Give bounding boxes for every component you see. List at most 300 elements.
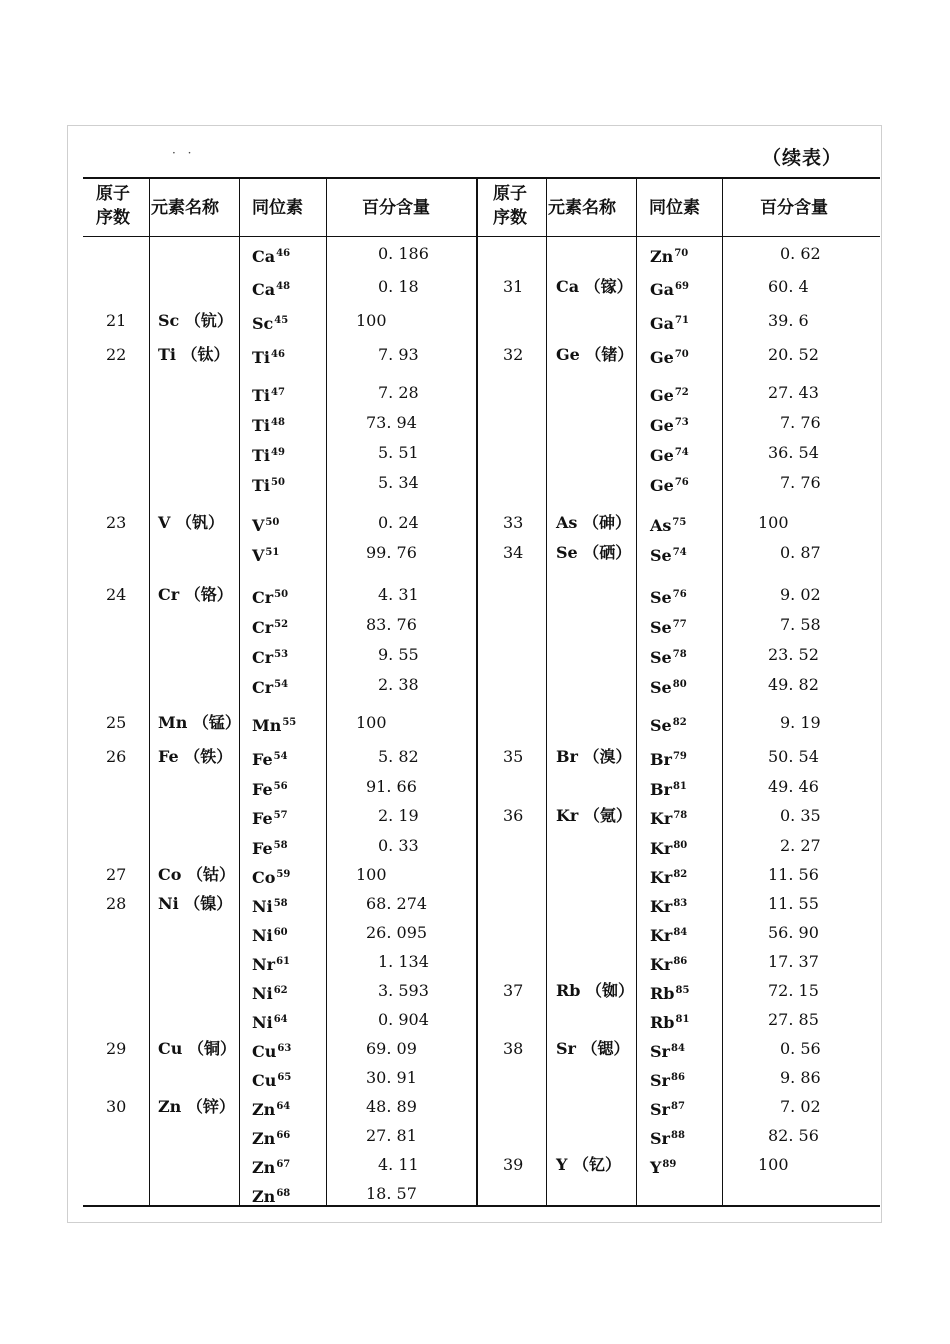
- element-symbol: Kr: [650, 897, 673, 916]
- percent-value: 0. 186: [378, 244, 429, 263]
- element-symbol: Rb: [650, 1013, 675, 1032]
- percent-value: 0. 33: [378, 836, 419, 855]
- mass-number: 59: [276, 869, 291, 880]
- percent-value: 7. 76: [780, 473, 821, 492]
- percent-value: 9. 02: [780, 585, 821, 604]
- element-symbol: Zn: [252, 1100, 276, 1119]
- isotope-symbol: [650, 894, 687, 917]
- col-divider: [239, 178, 240, 1206]
- element-symbol: Ti: [252, 476, 270, 495]
- mass-number: 48: [270, 417, 285, 428]
- element-symbol: Mn: [252, 716, 282, 735]
- percent-value: 2. 38: [378, 675, 419, 694]
- isotope-symbol: [650, 277, 689, 300]
- mass-number: 82: [673, 869, 688, 880]
- mass-number: 69: [675, 281, 689, 292]
- element-name: V （钒）: [158, 513, 224, 532]
- element-name: As （砷）: [556, 513, 631, 532]
- isotope-symbol: [252, 777, 288, 800]
- mass-number: 81: [672, 781, 687, 792]
- isotope-symbol: [650, 615, 687, 638]
- element-name: Se （硒）: [556, 543, 632, 562]
- element-symbol: Sr: [650, 1071, 670, 1090]
- atomic-number: 34: [503, 543, 524, 562]
- mass-number: 63: [277, 1043, 292, 1054]
- atomic-number: 29: [106, 1039, 127, 1058]
- percent-value: 48. 89: [366, 1097, 417, 1116]
- isotope-symbol: [252, 894, 288, 917]
- isotope-symbol: [650, 1010, 689, 1033]
- element-symbol: Cu: [252, 1071, 277, 1090]
- element-symbol: Ge: [650, 446, 674, 465]
- mass-number: 77: [672, 619, 687, 630]
- isotope-symbol: [252, 244, 290, 267]
- percent-value: 100: [356, 311, 387, 330]
- isotope-symbol: [650, 1039, 685, 1062]
- mass-number: 74: [672, 547, 687, 558]
- percent-value: 0. 18: [378, 277, 419, 296]
- percent-value: 36. 54: [768, 443, 819, 462]
- isotope-symbol: [252, 675, 288, 698]
- element-name: Co （钴）: [158, 865, 235, 884]
- percent-value: 27. 81: [366, 1126, 417, 1145]
- isotope-symbol: [650, 981, 689, 1004]
- element-symbol: Fe: [252, 780, 273, 799]
- element-symbol: Sr: [650, 1100, 670, 1119]
- isotope-symbol: [252, 1068, 291, 1091]
- percent-value: 0. 35: [780, 806, 821, 825]
- mass-number: 46: [270, 349, 285, 360]
- mass-number: 64: [276, 1101, 291, 1112]
- element-name: Y （钇）: [556, 1155, 621, 1174]
- percent-value: 0. 62: [780, 244, 821, 263]
- mass-number: 62: [273, 985, 288, 996]
- element-name: Sr （锶）: [556, 1039, 630, 1058]
- element-symbol: Se: [650, 618, 672, 637]
- percent-value: 7. 02: [780, 1097, 821, 1116]
- percent-value: 9. 55: [378, 645, 419, 664]
- percent-value: 5. 51: [378, 443, 419, 462]
- atomic-number: 22: [106, 345, 127, 364]
- element-symbol: Y: [650, 1158, 662, 1177]
- element-symbol: Rb: [650, 984, 675, 1003]
- isotope-symbol: [650, 645, 687, 668]
- isotope-symbol: [252, 345, 285, 368]
- atomic-number: 28: [106, 894, 127, 913]
- element-symbol: Co: [252, 868, 276, 887]
- isotope-symbol: [252, 981, 288, 1004]
- mass-number: 54: [273, 751, 288, 762]
- element-symbol: Ca: [252, 280, 276, 299]
- atomic-number: 31: [503, 277, 524, 296]
- percent-value: 100: [758, 513, 789, 532]
- percent-value: 4. 11: [378, 1155, 419, 1174]
- col-divider: [636, 178, 637, 1206]
- percent-value: 23. 52: [768, 645, 819, 664]
- isotope-symbol: [650, 244, 688, 267]
- percent-value: 72. 15: [768, 981, 819, 1000]
- element-symbol: As: [650, 516, 672, 535]
- percent-value: 69. 09: [366, 1039, 417, 1058]
- mass-number: 65: [277, 1072, 292, 1083]
- isotope-symbol: [252, 473, 285, 496]
- col-divider: [326, 178, 327, 1206]
- atomic-number: 21: [106, 311, 127, 330]
- mass-number: 68: [276, 1188, 291, 1199]
- percent-value: 27. 43: [768, 383, 819, 402]
- isotope-symbol: [252, 645, 288, 668]
- percent-value: 39. 6: [768, 311, 809, 330]
- element-symbol: Kr: [650, 955, 673, 974]
- element-symbol: Kr: [650, 926, 673, 945]
- element-symbol: Zn: [252, 1158, 276, 1177]
- mass-number: 49: [270, 447, 285, 458]
- element-name: Kr （氪）: [556, 806, 632, 825]
- element-symbol: Nr: [252, 955, 276, 974]
- mass-number: 70: [674, 248, 689, 259]
- atomic-number: 39: [503, 1155, 524, 1174]
- mass-number: 88: [670, 1130, 685, 1141]
- isotope-symbol: [650, 836, 687, 859]
- isotope-symbol: [650, 675, 687, 698]
- element-symbol: Ge: [650, 476, 674, 495]
- element-name: Zn （锌）: [158, 1097, 235, 1116]
- mass-number: 56: [273, 781, 288, 792]
- element-symbol: Ca: [252, 247, 276, 266]
- percent-value: 11. 55: [768, 894, 819, 913]
- mass-number: 66: [276, 1130, 291, 1141]
- header-atomic-number: 原子 序数: [493, 184, 527, 228]
- isotope-symbol: [650, 923, 687, 946]
- element-name: Fe （铁）: [158, 747, 233, 766]
- isotope-symbol: [252, 836, 288, 859]
- mass-number: 70: [674, 349, 689, 360]
- percent-value: 0. 904: [378, 1010, 429, 1029]
- mass-number: 78: [672, 649, 687, 660]
- mass-number: 83: [673, 898, 688, 909]
- element-symbol: Zn: [650, 247, 674, 266]
- element-symbol: Se: [650, 678, 672, 697]
- mass-number: 87: [670, 1101, 685, 1112]
- atomic-number: 24: [106, 585, 127, 604]
- isotope-symbol: [650, 1126, 685, 1149]
- element-symbol: Br: [650, 750, 672, 769]
- mass-number: 80: [673, 840, 688, 851]
- isotope-symbol: [252, 806, 288, 829]
- mass-number: 58: [273, 898, 288, 909]
- atomic-number: 23: [106, 513, 127, 532]
- mass-number: 50: [274, 589, 289, 600]
- percent-value: 0. 56: [780, 1039, 821, 1058]
- percent-value: 2. 19: [378, 806, 419, 825]
- element-name: Br （溴）: [556, 747, 632, 766]
- percent-value: 100: [356, 713, 387, 732]
- isotope-symbol: [650, 585, 687, 608]
- isotope-symbol: [252, 1039, 291, 1062]
- element-symbol: Kr: [650, 809, 673, 828]
- atomic-number: 36: [503, 806, 524, 825]
- percent-value: 73. 94: [366, 413, 417, 432]
- isotope-symbol: [650, 443, 689, 466]
- continued-label: （续表）: [762, 147, 843, 169]
- element-symbol: V: [252, 516, 265, 535]
- mass-number: 71: [675, 315, 689, 326]
- element-name: Mn （锰）: [158, 713, 241, 732]
- percent-value: 68. 274: [366, 894, 428, 913]
- mass-number: 74: [674, 447, 689, 458]
- isotope-symbol: [650, 383, 689, 406]
- mass-number: 46: [276, 248, 291, 259]
- mass-number: 82: [672, 717, 687, 728]
- mass-number: 76: [674, 477, 689, 488]
- element-symbol: Ge: [650, 348, 674, 367]
- mass-number: 78: [673, 810, 688, 821]
- percent-value: 7. 93: [378, 345, 419, 364]
- element-symbol: Kr: [650, 868, 673, 887]
- atomic-number: 33: [503, 513, 524, 532]
- element-symbol: Ti: [252, 348, 270, 367]
- top-rule: [83, 177, 880, 179]
- mass-number: 72: [674, 387, 689, 398]
- percent-value: 99. 76: [366, 543, 417, 562]
- atomic-number: 35: [503, 747, 524, 766]
- percent-value: 50. 54: [768, 747, 819, 766]
- percent-value: 27. 85: [768, 1010, 819, 1029]
- isotope-symbol: [650, 952, 687, 975]
- element-symbol: Sr: [650, 1129, 670, 1148]
- element-symbol: Ti: [252, 446, 270, 465]
- percent-value: 11. 56: [768, 865, 819, 884]
- percent-value: 0. 24: [378, 513, 419, 532]
- mass-number: 53: [274, 649, 289, 660]
- mass-number: 86: [673, 956, 688, 967]
- mass-number: 58: [273, 840, 288, 851]
- element-name: Rb （铷）: [556, 981, 635, 1000]
- percent-value: 4. 31: [378, 585, 419, 604]
- mass-number: 51: [265, 547, 280, 558]
- isotope-symbol: [252, 923, 288, 946]
- element-symbol: Ni: [252, 897, 273, 916]
- percent-value: 5. 34: [378, 473, 419, 492]
- col-divider: [722, 178, 723, 1206]
- isotope-symbol: [252, 443, 285, 466]
- mass-number: 61: [276, 956, 290, 967]
- mass-number: 67: [276, 1159, 291, 1170]
- bottom-rule: [83, 1205, 880, 1207]
- percent-value: 7. 28: [378, 383, 419, 402]
- isotope-symbol: [252, 383, 285, 406]
- mass-number: 52: [274, 619, 289, 630]
- percent-value: 18. 57: [366, 1184, 417, 1203]
- element-symbol: Zn: [252, 1187, 276, 1206]
- isotope-symbol: [252, 311, 288, 334]
- isotope-symbol: [650, 747, 687, 770]
- scan-dots: · ·: [172, 146, 196, 160]
- percent-value: 0. 87: [780, 543, 821, 562]
- mass-number: 50: [270, 477, 285, 488]
- element-name: Ti （钛）: [158, 345, 230, 364]
- isotope-symbol: [252, 1010, 288, 1033]
- element-symbol: Cr: [252, 588, 274, 607]
- mass-number: 85: [675, 985, 690, 996]
- isotope-symbol: [650, 413, 689, 436]
- isotope-symbol: [650, 543, 687, 566]
- element-symbol: Ni: [252, 1013, 273, 1032]
- mass-number: 48: [276, 281, 291, 292]
- mass-number: 45: [274, 315, 289, 326]
- atomic-number: 37: [503, 981, 524, 1000]
- mass-number: 47: [270, 387, 285, 398]
- mass-number: 57: [273, 810, 288, 821]
- percent-value: 7. 58: [780, 615, 821, 634]
- mass-number: 73: [674, 417, 689, 428]
- atomic-number: 27: [106, 865, 127, 884]
- element-symbol: Ga: [650, 280, 675, 299]
- percent-value: 82. 56: [768, 1126, 819, 1145]
- element-symbol: Cr: [252, 648, 274, 667]
- element-symbol: Se: [650, 546, 672, 565]
- element-symbol: Ga: [650, 314, 675, 333]
- percent-value: 3. 593: [378, 981, 429, 1000]
- element-symbol: Ge: [650, 386, 674, 405]
- element-name: Ca （镓）: [556, 277, 633, 296]
- percent-value: 17. 37: [768, 952, 819, 971]
- mass-number: 79: [672, 751, 687, 762]
- element-symbol: Sr: [650, 1042, 670, 1061]
- mass-number: 81: [675, 1014, 690, 1025]
- isotope-symbol: [252, 1097, 290, 1120]
- center-divider: [476, 178, 478, 1206]
- percent-value: 100: [356, 865, 387, 884]
- element-symbol: Cu: [252, 1042, 277, 1061]
- element-symbol: Ni: [252, 984, 273, 1003]
- element-name: Sc （钪）: [158, 311, 233, 330]
- atomic-number: 25: [106, 713, 127, 732]
- isotope-symbol: [650, 1097, 685, 1120]
- percent-value: 5. 82: [378, 747, 419, 766]
- mass-number: 55: [282, 717, 297, 728]
- percent-value: 9. 19: [780, 713, 821, 732]
- element-symbol: Se: [650, 588, 672, 607]
- isotope-symbol: [650, 311, 689, 334]
- isotope-symbol: [650, 1155, 676, 1178]
- header-rule: [83, 236, 880, 237]
- element-symbol: Ni: [252, 926, 273, 945]
- element-symbol: Fe: [252, 750, 273, 769]
- percent-value: 100: [758, 1155, 789, 1174]
- element-name: Ni （镍）: [158, 894, 233, 913]
- percent-value: 1. 134: [378, 952, 429, 971]
- isotope-symbol: [252, 952, 290, 975]
- percent-value: 26. 095: [366, 923, 428, 942]
- element-name: Cr （铬）: [158, 585, 233, 604]
- percent-value: 2. 27: [780, 836, 821, 855]
- element-symbol: Kr: [650, 839, 673, 858]
- percent-value: 7. 76: [780, 413, 821, 432]
- mass-number: 86: [670, 1072, 685, 1083]
- isotope-symbol: [252, 513, 279, 536]
- isotope-symbol: [252, 747, 288, 770]
- mass-number: 89: [662, 1159, 677, 1170]
- element-symbol: Ge: [650, 416, 674, 435]
- percent-value: 60. 4: [768, 277, 809, 296]
- mass-number: 50: [265, 517, 280, 528]
- isotope-symbol: [252, 615, 288, 638]
- isotope-symbol: [252, 865, 290, 888]
- mass-number: 64: [273, 1014, 288, 1025]
- mass-number: 54: [274, 679, 289, 690]
- element-symbol: Ti: [252, 386, 270, 405]
- element-symbol: Br: [650, 780, 672, 799]
- atomic-number: 30: [106, 1097, 127, 1116]
- element-name: Cu （铜）: [158, 1039, 236, 1058]
- isotope-symbol: [252, 413, 285, 436]
- header-element-name: 元素名称: [151, 198, 219, 218]
- isotope-symbol: [650, 473, 689, 496]
- mass-number: 84: [670, 1043, 685, 1054]
- element-symbol: Zn: [252, 1129, 276, 1148]
- atomic-number: 32: [503, 345, 524, 364]
- percent-value: 83. 76: [366, 615, 417, 634]
- percent-value: 30. 91: [366, 1068, 417, 1087]
- isotope-symbol: [650, 713, 687, 736]
- mass-number: 60: [273, 927, 288, 938]
- percent-value: 56. 90: [768, 923, 819, 942]
- element-symbol: Se: [650, 716, 672, 735]
- element-symbol: Cr: [252, 678, 274, 697]
- isotope-symbol: [650, 1068, 685, 1091]
- mass-number: 80: [672, 679, 687, 690]
- isotope-symbol: [252, 1184, 290, 1207]
- percent-value: 20. 52: [768, 345, 819, 364]
- mass-number: 76: [672, 589, 687, 600]
- element-symbol: Fe: [252, 809, 273, 828]
- element-symbol: V: [252, 546, 265, 565]
- mass-number: 75: [672, 517, 687, 528]
- isotope-symbol: [252, 1126, 290, 1149]
- isotope-symbol: [650, 513, 686, 536]
- isotope-symbol: [252, 543, 279, 566]
- isotope-symbol: [252, 713, 296, 736]
- percent-value: 49. 82: [768, 675, 819, 694]
- header-isotope: 同位素: [252, 198, 303, 218]
- element-symbol: Ti: [252, 416, 270, 435]
- atomic-number: 38: [503, 1039, 524, 1058]
- isotope-symbol: [650, 806, 687, 829]
- header-atomic-number: 原子 序数: [96, 184, 130, 228]
- isotope-symbol: [650, 865, 687, 888]
- isotope-symbol: [252, 1155, 290, 1178]
- element-symbol: Fe: [252, 839, 273, 858]
- element-name: Ge （锗）: [556, 345, 634, 364]
- col-divider: [149, 178, 150, 1206]
- header-percent: 百分含量: [760, 198, 828, 218]
- header-percent: 百分含量: [362, 198, 430, 218]
- percent-value: 9. 86: [780, 1068, 821, 1087]
- isotope-symbol: [252, 585, 288, 608]
- element-symbol: Se: [650, 648, 672, 667]
- header-element-name: 元素名称: [548, 198, 616, 218]
- percent-value: 91. 66: [366, 777, 417, 796]
- isotope-symbol: [650, 345, 689, 368]
- atomic-number: 26: [106, 747, 127, 766]
- col-divider: [546, 178, 547, 1206]
- element-symbol: Sc: [252, 314, 274, 333]
- header-isotope: 同位素: [649, 198, 700, 218]
- mass-number: 84: [673, 927, 688, 938]
- percent-value: 49. 46: [768, 777, 819, 796]
- element-symbol: Cr: [252, 618, 274, 637]
